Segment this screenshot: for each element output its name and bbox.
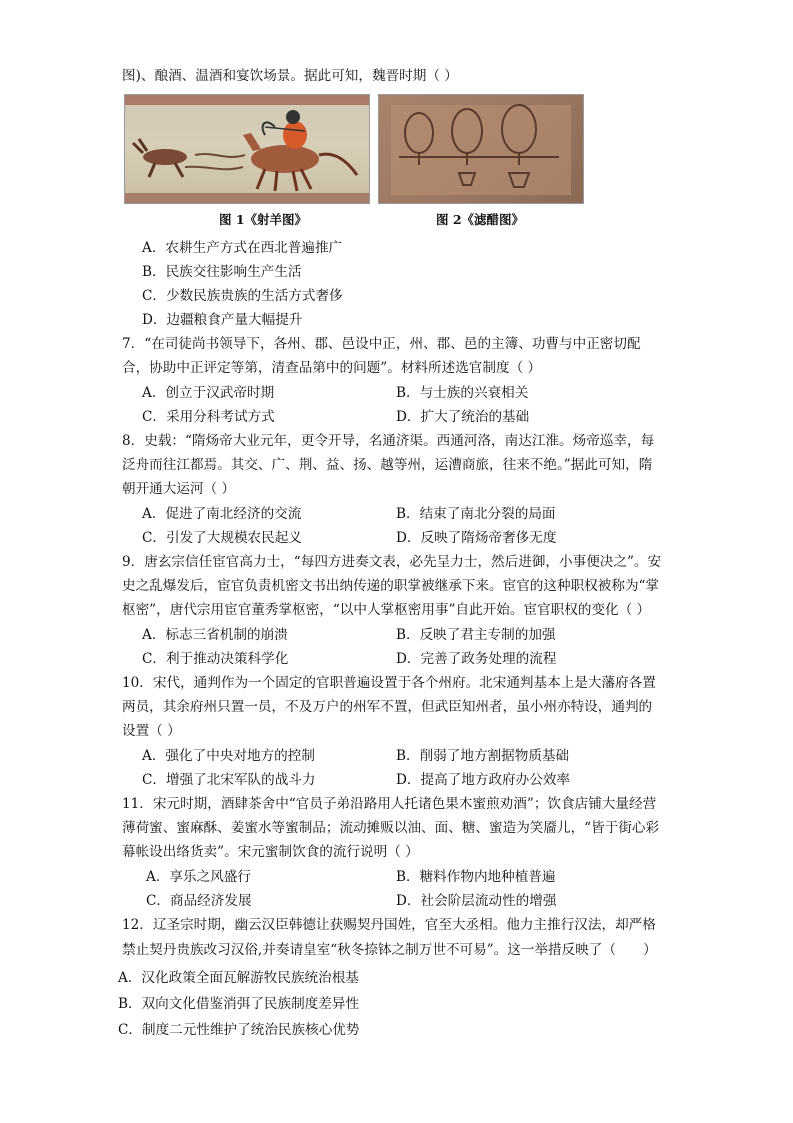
q10-option-a: A．强化了中央对地方的控制: [142, 748, 315, 764]
q7-option-b: B．与士族的兴衰相关: [396, 385, 529, 401]
q12-option-b: B．双向文化借鉴消弭了民族制度差异性: [118, 996, 360, 1012]
q8-option-a: A．促进了南北经济的交流: [142, 506, 302, 522]
q10-line-1: 10．宋代，通判作为一个固定的官职普遍设置于各个州府。北宋通判基本上是大藩府各置: [122, 675, 656, 691]
q11-option-a: A．享乐之风盛行: [146, 869, 251, 885]
q9-option-a: A．标志三省机制的崩溃: [142, 627, 288, 643]
q7-option-c: C．采用分科考试方式: [142, 409, 275, 425]
q11-option-c: C．商品经济发展: [146, 893, 252, 909]
q7-line-2: 合，协助中正评定等第，清查品第中的问题”。材料所述选官制度（ ）: [122, 360, 542, 376]
q6-option-c: C．少数民族贵族的生活方式奢侈: [142, 288, 343, 304]
q7-line-1: 7．“在司徒尚书领导下，各州、郡、邑设中正，州、郡、邑的主簿、功曹与中正密切配: [122, 336, 641, 352]
q9-option-b: B．反映了君主专制的加强: [396, 627, 556, 643]
figure-2-image: [378, 94, 584, 204]
q10-option-c: C．增强了北宋军队的战斗力: [142, 772, 316, 788]
q11-line-1: 11．宋元时期，酒肆茶舍中“官员子弟沿路用人托诸色果木蜜煎劝酒”；饮食店铺大量经营: [122, 796, 657, 812]
q11-option-b: B．糖料作物内地种植普遍: [396, 869, 556, 885]
q10-line-2: 两员，其余府州只置一员，不及万户的州军不置，但武臣知州者，虽小州亦特设，通判的: [122, 699, 653, 715]
q12-option-c: C．制度二元性维护了统治民族核心优势: [118, 1022, 360, 1038]
q12-line-2: 禁止契丹贵族改习汉俗,并奏请皇室“秋冬捺钵之制万世不可易”。这一举措反映了（ ）: [122, 942, 657, 958]
figure-1-caption: 图 1《射羊图》: [219, 212, 308, 227]
q8-line-1: 8．史载：“隋炀帝大业元年，更令开导，名通济渠。西通河洛，南达江淮。炀帝巡幸，每: [122, 433, 655, 449]
q8-option-b: B．结束了南北分裂的局面: [396, 506, 556, 522]
q8-option-c: C．引发了大规模农民起义: [142, 530, 302, 546]
q9-option-d: D．完善了政务处理的流程: [396, 651, 557, 667]
q6-option-a: A．农耕生产方式在西北普遍推广: [142, 240, 343, 256]
q10-line-3: 设置（ ）: [122, 723, 181, 739]
q6-option-b: B．民族交往影响生产生活: [142, 264, 302, 280]
q12-option-a: A．汉化政策全面瓦解游牧民族统治根基: [118, 970, 359, 986]
figure-1-image: [124, 94, 370, 204]
q7-option-a: A．创立于汉武帝时期: [142, 385, 275, 401]
figure-2-caption: 图 2《滤醋图》: [436, 212, 525, 227]
q12-line-1: 12．辽圣宗时期，幽云汉臣韩德让获赐契丹国姓，官至大丞相。他力主推行汉法，却严格: [122, 917, 656, 933]
q6-option-d: D．边疆粮食产量大幅提升: [142, 312, 303, 328]
q8-line-3: 朝开通大运河（ ）: [122, 481, 236, 497]
q7-option-d: D．扩大了统治的基础: [396, 409, 530, 425]
q8-line-2: 泛舟而往江都焉。其交、广、荆、益、扬、越等州，运漕商旅，往来不绝。”据此可知，隋: [122, 457, 653, 473]
q11-line-2: 薄荷蜜、蜜麻酥、姜蜜水等蜜制品；流动摊贩以油、面、糖、蜜造为笑靥儿，“皆于街心彩: [122, 820, 660, 836]
hunting-painting-icon: [125, 95, 369, 203]
q8-option-d: D．反映了隋炀帝奢侈无度: [396, 530, 557, 546]
intro-line: 图)、酿酒、温酒和宴饮场景。据此可知，魏晋时期（ ）: [122, 68, 458, 84]
q9-line-3: 枢密”，唐代宗用宦官董秀掌枢密，“以中人掌枢密用事”自此开始。宦官职权的变化（ ）: [122, 602, 651, 618]
q9-line-2: 史之乱爆发后，宦官负责机密文书出纳传递的职掌被继承下来。宦官的这种职权被称为“掌: [122, 578, 660, 594]
q10-option-d: D．提高了地方政府办公效率: [396, 772, 571, 788]
q9-option-c: C．利于推动决策科学化: [142, 651, 289, 667]
q10-option-b: B．削弱了地方割据物质基础: [396, 748, 570, 764]
q11-option-d: D．社会阶层流动性的增强: [396, 893, 557, 909]
q11-line-3: 幕帐设出络货卖”。宋元蜜制饮食的流行说明（ ）: [122, 844, 419, 860]
vinegar-brick-icon: [379, 95, 583, 203]
q9-line-1: 9．唐玄宗信任宦官高力士，“每四方进奏文表，必先呈力士，然后进御，小事便决之”。安: [122, 554, 662, 570]
